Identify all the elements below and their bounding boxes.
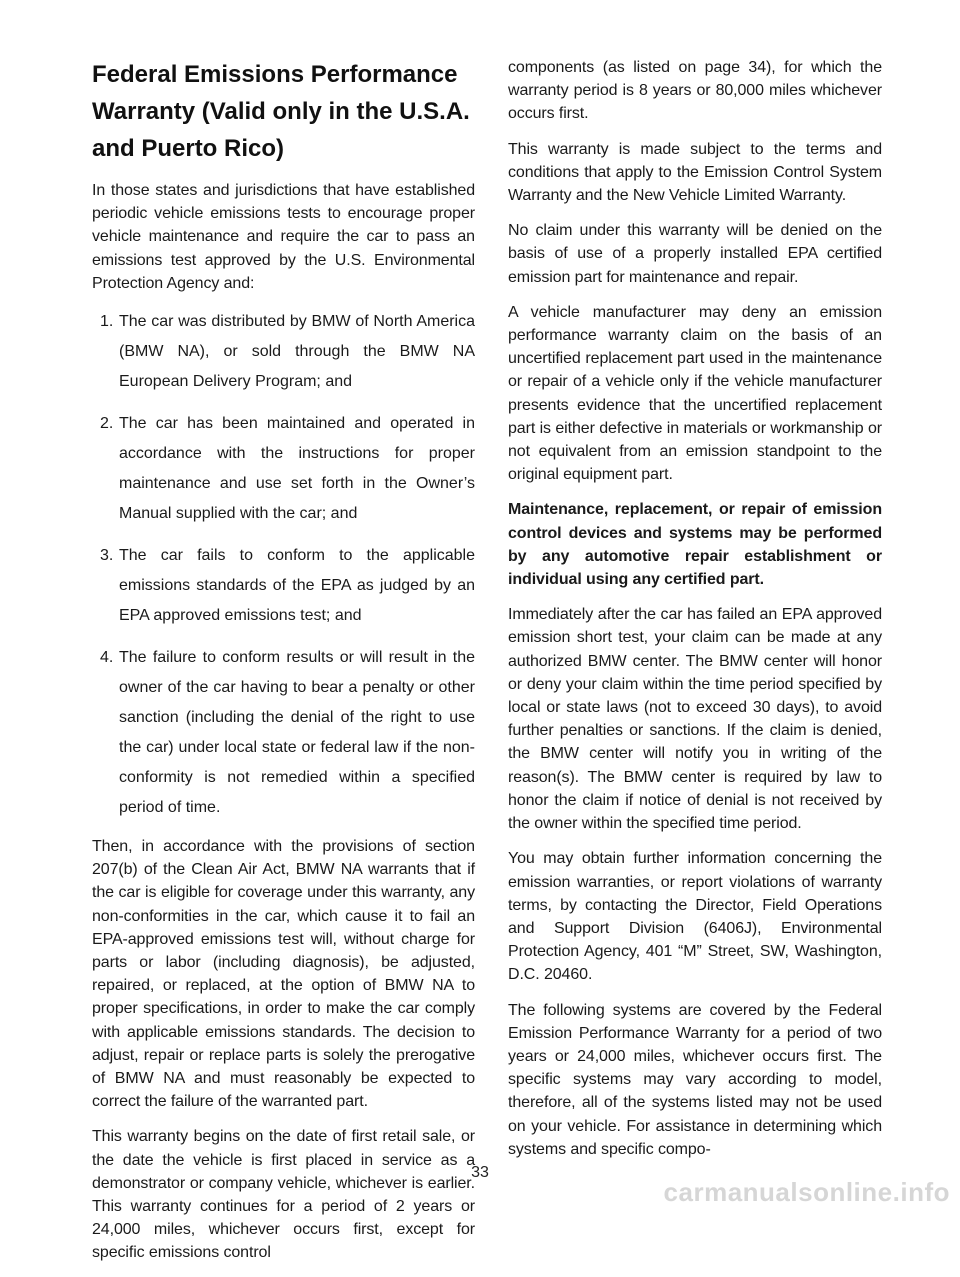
list-item — [92, 307, 475, 397]
list-item-number: 4. — [100, 649, 114, 667]
components-paragraph: components (as listed on page 34), for which the warranty period is 8 years or 80,000 miles whichever occurs first. — [508, 59, 882, 123]
list-item-text: The car has been maintained and operated in accordance with the instructions for proper maintenance and use set forth in the Owner’s Manual supplied with the car; and — [119, 415, 475, 523]
list-item-text: The failure to conform results or will result in the owner of the car having to bear a penalty or other sanction (including the denial of the right to use the car) under local state or federal law if the non-conformity is not remedied within a specified period of time. — [119, 649, 475, 817]
intro-paragraph: In those states and jurisdictions that have established periodic vehicle emissions tests to encourage proper vehicle maintenance and require the car to pass an emissions test approved by the U.S. Environmental Protection Agency and: — [92, 182, 475, 292]
list-item — [92, 643, 475, 823]
conditions-list — [92, 307, 475, 823]
page-title: Federal Emissions Performance Warranty (Valid only in the U.S.A. and Puerto Rico) — [92, 61, 470, 162]
warranty-begins-paragraph: This warranty begins on the date of first retail sale, or the date the vehicle is first placed in service as a demonstrator or company vehicle, whichever is earlier. This warranty continues for a period of 2 years or 24,000 miles, whichever occurs first, except for specific emissions control — [92, 1128, 475, 1262]
list-item-number: 1. — [100, 313, 114, 331]
subject-paragraph: This warranty is made subject to the terms and conditions that apply to the Emission Control System Warranty and the New Vehicle Limited Warranty. — [508, 140, 882, 205]
list-item — [92, 541, 475, 631]
contact-paragraph: You may obtain further information concerning the emission warranties, or report violations of warranty terms, by contacting the Director, Field Operations and Support Division (6406J), Environmental Protection Agency, 401 “M” Street, SW, Washington, D.C. 20460. — [508, 850, 882, 984]
list-item-text: The car was distributed by BMW of North America (BMW NA), or sold through the BMW NA European Delivery Program; and — [119, 313, 475, 391]
left-column — [92, 56, 475, 1277]
warranty-then-paragraph: Then, in accordance with the provisions of section 207(b) of the Clean Air Act, BMW NA warrants that if the car is eligible for coverage under this warranty, any non-conformities in the car, which cause it to fail an EPA-approved emissions test will, without charge for parts or labor (including diagnosis), be adjusted, repaired, or replaced, at the option of BMW NA to proper specifications, in order to make the car comply with applicable emissions standards. The decision to adjust, repair or replace parts is solely the prerogative of BMW NA and must reasonably be expected to correct the failure of the warranted part. — [92, 838, 475, 1111]
claim-process-paragraph: Immediately after the car has failed an EPA approved emission short test, your claim can be made at any authorized BMW center. The BMW center will honor or deny your claim within the time period specified by local or state laws (not to exceed 30 days), to avoid further penalties or sanctions. If the claim is denied, the BMW center will notify you in writing of the reason(s). The BMW center is required by law to honor the claim if notice of denial is not received by the owner within the specified time period. — [508, 606, 882, 833]
no-claim-paragraph: No claim under this warranty will be denied on the basis of use of a properly installed EPA certified emission part for maintenance and repair. — [508, 222, 882, 286]
page-number: 33 — [471, 1164, 489, 1181]
manufacturer-paragraph: A vehicle manufacturer may deny an emission performance warranty claim on the basis of an uncertified replacement part used in the maintenance or repair of a vehicle only if the vehicle manufacturer presents evidence that the uncertified replacement part is either defective in materials or workmanship or not equivalent from an emission standpoint to the original equipment part. — [508, 303, 882, 484]
list-item-number: 3. — [100, 547, 114, 565]
watermark: carmanualsonline.info — [663, 1177, 950, 1207]
covered-systems-paragraph: The following systems are covered by the Federal Emission Performance Warranty for a period of two years or 24,000 miles, whichever occurs first. The specific systems may vary according to model, therefore, all of the systems listed may not be used on your vehicle. For assistance in determining which systems and specific compo- — [508, 1001, 882, 1158]
bold-repair-paragraph: Maintenance, replacement, or repair of emission control devices and systems may be performed by any automotive repair establishment or individual using any certified part. — [508, 501, 882, 589]
list-item-number: 2. — [100, 415, 114, 433]
right-column — [508, 56, 882, 1173]
list-item-text: The car fails to conform to the applicable emissions standards of the EPA as judged by an EPA approved emissions test; and — [119, 547, 475, 625]
list-item — [92, 409, 475, 529]
